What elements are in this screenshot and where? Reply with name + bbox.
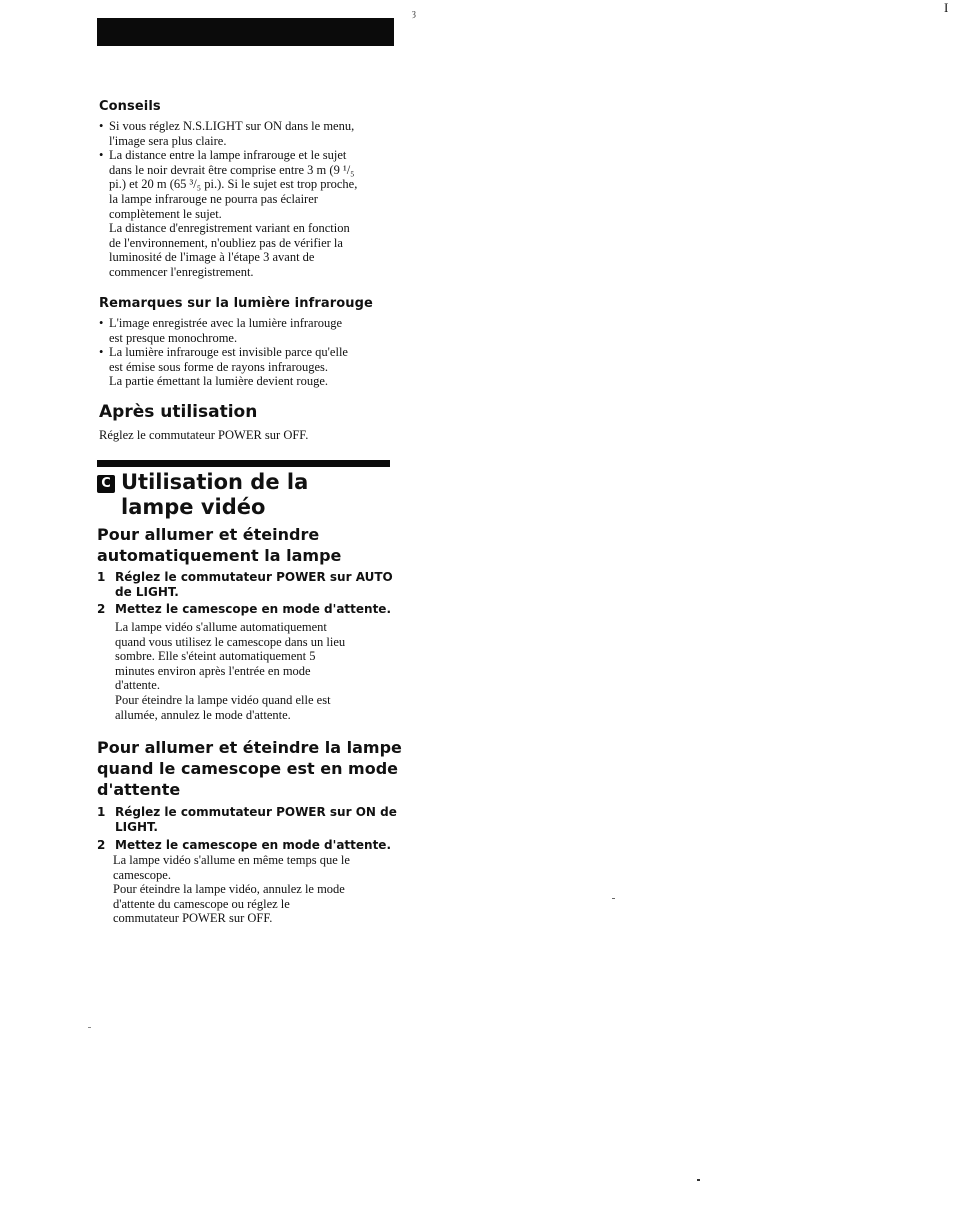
section-c-badge: C (97, 475, 115, 493)
scan-speck (612, 898, 615, 899)
page-marker: I (944, 0, 949, 15)
scan-mark: ȝ (412, 8, 416, 19)
conseils-item-2: • La distance entre la lampe infrarouge et le sujet dans le noir devrait être comprise entre 3 m (9 ¹/₅ pi.) et 20 m (65 ³/₅ pi.). Si le sujet est trop proche, la lampe infrarouge ne pourra pas éclairer complètement le sujet. La distance d'enregistrement variant en fonction de l'environnement, n'oubliez pas de vérifier la luminosité de l'image à l'étape 3 avant de commencer l'enregistrement. (99, 148, 399, 279)
auto-step-2-body: La lampe vidéo s'allume automatiquement quand vous utilisez le camescope dans un lieu sombre. Elle s'éteint automatiquement 5 minutes environ après l'entrée en mode d'attente. Pour éteindre la lampe vidéo quand elle est allumée, annulez le mode d'attente. (115, 620, 346, 722)
scan-speck (88, 1027, 91, 1028)
remarques-heading: Remarques sur la lumière infrarouge (99, 296, 373, 311)
auto-heading: Pour allumer et éteindre automatiquement la lampe (97, 525, 342, 565)
standby-heading: Pour allumer et éteindre la lampe quand le camescope est en mode d'attente (97, 738, 402, 799)
auto-step-2: 2 Mettez le camescope en mode d'attente. (97, 602, 392, 616)
conseils-heading: Conseils (99, 99, 161, 114)
standby-step-1: 1 Réglez le commutateur POWER sur ON de LIGHT. (97, 805, 397, 834)
auto-steps (97, 570, 397, 617)
section-c-title: C Utilisation de la lampe vidéo (97, 470, 397, 520)
remarques-item-2: • La lumière infrarouge est invisible parce qu'elle est émise sous forme de rayons infrarouges. La partie émettant la lumière devient rouge. (99, 345, 399, 389)
remarques-list (99, 316, 399, 389)
standby-step-2-body: La lampe vidéo s'allume en même temps que le camescope. Pour éteindre la lampe vidéo, annulez le mode d'attente du camescope ou réglez le commutateur POWER sur OFF. (113, 853, 350, 926)
auto-step-1: 1 Réglez le commutateur POWER sur AUTO de LIGHT. (97, 570, 393, 599)
conseils-list (99, 119, 399, 280)
apres-heading: Après utilisation (99, 402, 258, 422)
apres-text: Réglez le commutateur POWER sur OFF. (99, 428, 309, 442)
section-divider (97, 460, 390, 467)
standby-step-2: 2 Mettez le camescope en mode d'attente. (97, 838, 392, 852)
scan-speck (697, 1179, 700, 1181)
header-bar (97, 18, 394, 46)
remarques-item-1: • L'image enregistrée avec la lumière infrarouge est presque monochrome. (99, 316, 399, 345)
conseils-item-1: • Si vous réglez N.S.LIGHT sur ON dans le menu, l'image sera plus claire. (99, 119, 399, 148)
standby-steps (97, 805, 397, 853)
